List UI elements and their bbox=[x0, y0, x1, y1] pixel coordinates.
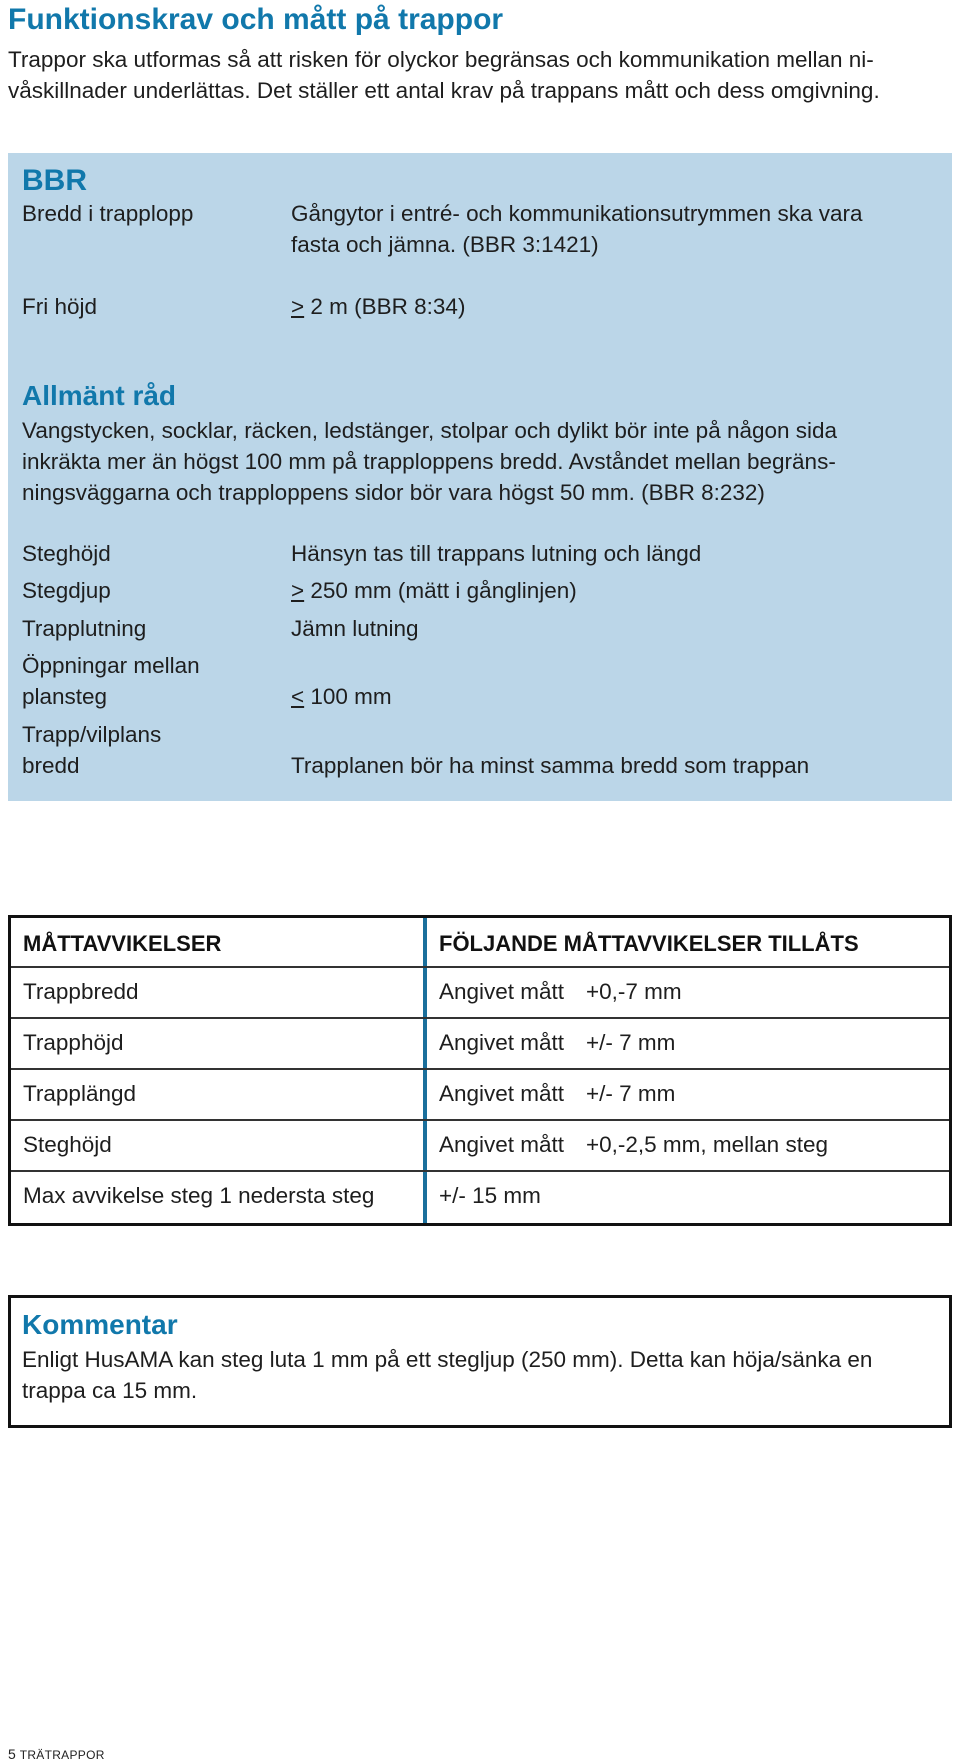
table-cell-right-b: +/- 7 mm bbox=[586, 1081, 676, 1106]
advice-line: Vangstycken, socklar, räcken, ledstänger, stolpar och dylikt bör inte på någon sida bbox=[22, 418, 838, 443]
value-text: 250 mm (mätt i gånglinjen) bbox=[304, 578, 577, 603]
page-number: 5 bbox=[8, 1746, 16, 1762]
advice-label-steghojd: Steghöjd bbox=[22, 541, 111, 566]
advice-value-steghojd: Hänsyn tas till trappans lutning och längd bbox=[291, 541, 702, 566]
advice-paragraph bbox=[22, 415, 947, 508]
value-text: 2 m (BBR 8:34) bbox=[304, 294, 466, 319]
advice-line: inkräkta mer än högst 100 mm på trapploppens bredd. Avståndet mellan begräns- bbox=[22, 449, 836, 474]
comment-heading: Kommentar bbox=[22, 1309, 178, 1340]
value-text: 100 mm bbox=[304, 684, 392, 709]
comment-box bbox=[8, 1295, 952, 1428]
advice-label-trapplutning: Trapplutning bbox=[22, 616, 147, 641]
comment-line: Enligt HusAMA kan steg luta 1 mm på ett stegljup (250 mm). Detta kan höja/sänka en bbox=[22, 1347, 873, 1372]
table-cell-left: Trapplängd bbox=[23, 1081, 136, 1106]
table-row-divider bbox=[11, 966, 949, 968]
label-line: bredd bbox=[22, 753, 80, 778]
table-header-right: FÖLJANDE MÅTTAVVIKELSER TILLÅTS bbox=[439, 931, 859, 956]
comment-line: trappa ca 15 mm. bbox=[22, 1378, 198, 1403]
tolerance-table bbox=[8, 915, 952, 1226]
comment-paragraph bbox=[22, 1344, 942, 1406]
table-column-divider bbox=[423, 918, 427, 1223]
value-line: Gångytor i entré- och kommunikationsutrymmen ska vara bbox=[291, 201, 863, 226]
table-row-divider bbox=[11, 1119, 949, 1121]
advice-label-stegdjup: Stegdjup bbox=[22, 578, 111, 603]
advice-value-vilplan: Trapplanen bör ha minst samma bredd som trappan bbox=[291, 753, 810, 778]
bbr-heading: BBR bbox=[22, 164, 87, 197]
gte-symbol: > bbox=[291, 578, 305, 603]
bbr-label-width: Bredd i trapplopp bbox=[22, 201, 194, 226]
table-cell-left: Max avvikelse steg 1 nedersta steg bbox=[23, 1183, 375, 1208]
intro-line: Trappor ska utformas så att risken för olyckor begränsas och kommunikation mellan ni- bbox=[8, 47, 874, 72]
advice-label-vilplan bbox=[22, 719, 161, 781]
value-line: fasta och jämna. (BBR 3:1421) bbox=[291, 232, 599, 257]
label-line: plansteg bbox=[22, 684, 108, 709]
bbr-label-height: Fri höjd bbox=[22, 294, 98, 319]
bbr-value-width bbox=[291, 198, 862, 260]
page-footer bbox=[8, 1746, 105, 1763]
intro-line: våskillnader underlättas. Det ställer ett antal krav på trappans mått och dess omgivning. bbox=[8, 78, 880, 103]
advice-value-stegdjup bbox=[291, 575, 577, 606]
table-cell-left: Trapphöjd bbox=[23, 1030, 124, 1055]
advice-line: ningsväggarna och trapploppens sidor bör vara högst 50 mm. (BBR 8:232) bbox=[22, 480, 765, 505]
label-line: Öppningar mellan bbox=[22, 653, 200, 678]
table-row-divider bbox=[11, 1017, 949, 1019]
label-line: Trapp/vilplans bbox=[22, 722, 162, 747]
table-cell-right-b: +0,-7 mm bbox=[586, 979, 682, 1004]
table-cell-right-b: +/- 7 mm bbox=[586, 1030, 676, 1055]
table-cell-right-a: Angivet mått bbox=[439, 1081, 565, 1106]
lte-symbol: < bbox=[291, 684, 305, 709]
advice-value-oppningar bbox=[291, 681, 392, 712]
table-header-left: MÅTTAVVIKELSER bbox=[23, 931, 222, 956]
advice-label-oppningar bbox=[22, 650, 200, 712]
page-title: Funktionskrav och mått på trappor bbox=[8, 3, 504, 36]
advice-heading: Allmänt råd bbox=[22, 380, 177, 411]
table-cell-right-a: Angivet mått bbox=[439, 979, 565, 1004]
bbr-value-height bbox=[291, 291, 465, 322]
table-row-divider bbox=[11, 1170, 949, 1172]
table-cell-right-b: +0,-2,5 mm, mellan steg bbox=[586, 1132, 828, 1157]
table-cell-right-a: +/- 15 mm bbox=[439, 1183, 541, 1208]
gte-symbol: > bbox=[291, 294, 305, 319]
table-cell-right-a: Angivet mått bbox=[439, 1132, 565, 1157]
intro-paragraph bbox=[8, 44, 948, 106]
table-cell-right-a: Angivet mått bbox=[439, 1030, 565, 1055]
table-cell-left: Trappbredd bbox=[23, 979, 139, 1004]
table-row-divider bbox=[11, 1068, 949, 1070]
footer-label: TRÄTRAPPOR bbox=[19, 1748, 105, 1762]
bbr-box bbox=[8, 153, 952, 801]
advice-value-trapplutning: Jämn lutning bbox=[291, 616, 419, 641]
table-cell-left: Steghöjd bbox=[23, 1132, 112, 1157]
